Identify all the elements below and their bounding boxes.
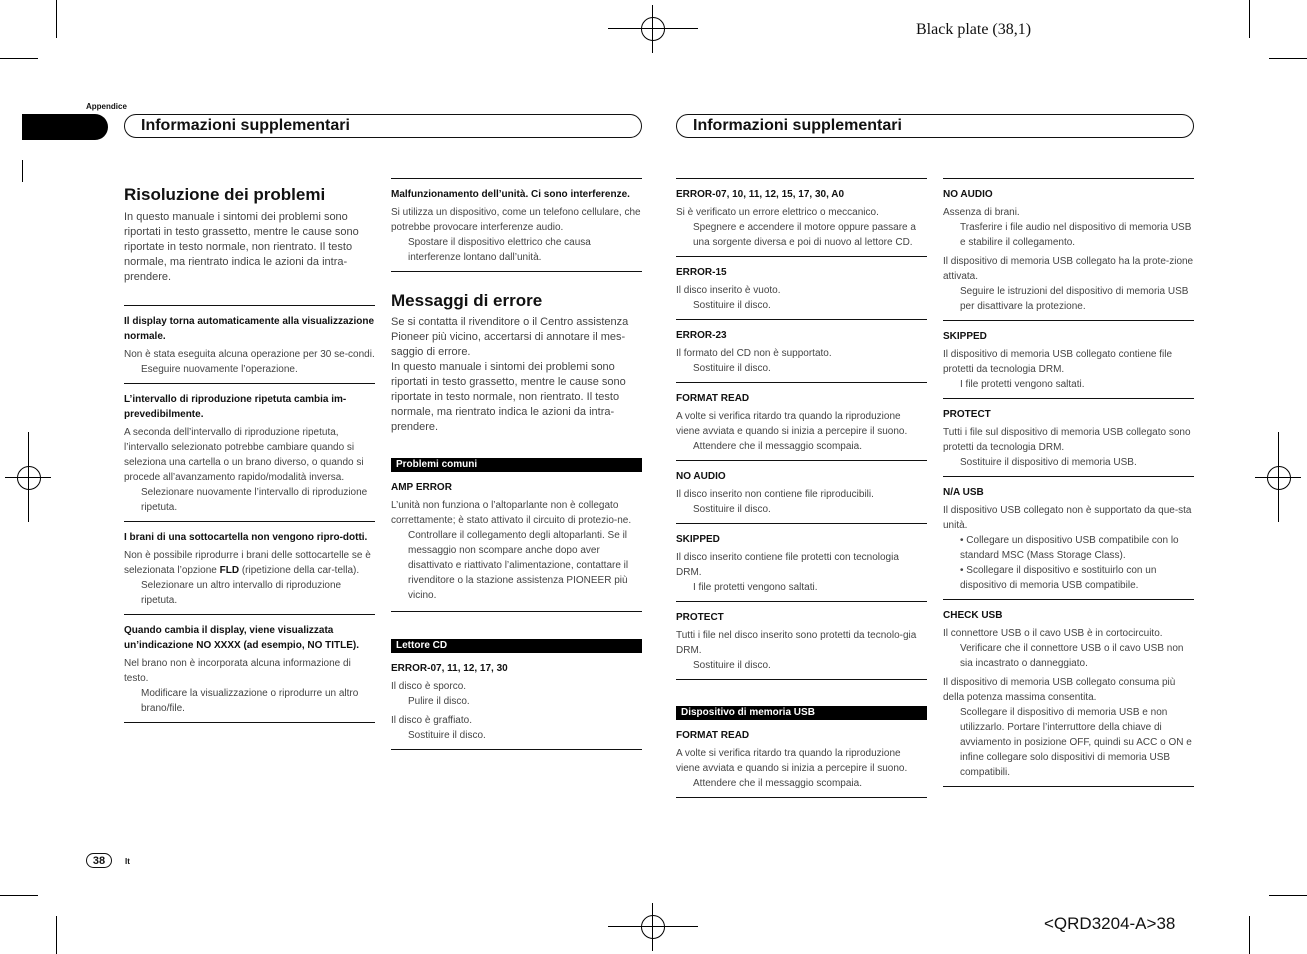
crop-mark <box>1249 0 1250 38</box>
error-action: Sostituire il dispositivo di memoria USB. <box>960 457 1137 468</box>
error-action: Seguire le istruzioni del dispositivo di memoria USB per disattivare la protezione. <box>960 286 1189 312</box>
crop-mark <box>56 916 57 954</box>
problem-action: Selezionare nuovamente l’intervallo di riproduzione ripetuta. <box>141 487 368 513</box>
error-cause: Il disco è graffiato. <box>391 715 472 726</box>
error-item <box>676 256 927 319</box>
problem-item <box>391 178 642 272</box>
problem-item <box>124 614 375 723</box>
error-action: • Collegare un dispositivo USB compatibile con lo standard MSC (Mass Storage Class). <box>960 535 1179 561</box>
error-cause: Il dispositivo di memoria USB collegato consuma più della potenza massima consentita. <box>943 677 1176 703</box>
problem-cause: Non è stata eseguita alcuna operazione per 30 se-condi. <box>124 349 375 360</box>
error-action: Trasferire i file audio nel dispositivo di memoria USB e stabilire il collegamento. <box>960 222 1192 248</box>
error-item <box>676 382 927 460</box>
error-title: N/A USB <box>943 487 984 498</box>
problem-item <box>124 521 375 614</box>
error-title: AMP ERROR <box>391 482 452 493</box>
error-action: I file protetti vengono saltati. <box>960 379 1085 390</box>
error-cause: Tutti i file sul dispositivo di memoria USB collegato sono protetti da tecnologia DRM. <box>943 427 1191 453</box>
error-cause: L’unità non funziona o l’altoparlante non è collegato correttamente; è stato attivato il circuito di protezio-ne. <box>391 500 632 526</box>
crop-mark <box>1269 58 1307 59</box>
crop-mark <box>1269 895 1307 896</box>
error-action: Sostituire il disco. <box>693 660 771 671</box>
error-cause: Il disco è sporco. <box>391 681 467 692</box>
error-item <box>676 601 927 680</box>
error-item <box>676 720 927 798</box>
error-cause: Assenza di brani. <box>943 207 1020 218</box>
error-item <box>676 460 927 523</box>
subsection-bar-usb: Dispositivo di memoria USB <box>676 706 927 720</box>
error-action: Attendere che il messaggio scompaia. <box>693 778 862 789</box>
error-action: Controllare il collegamento degli altoparlanti. Se il messaggio non scompare anche dopo aver disattivato e riattivato l’alimentazione, contattare il rivenditore o la stazione assistenza PIONEER più vicino. <box>408 530 629 601</box>
problem-title: Il display torna automaticamente alla visualizzazione normale. <box>124 316 375 342</box>
error-title: PROTECT <box>943 409 991 420</box>
problem-cause: Non è possibile riprodurre i brani delle sottocartelle se è selezionata l’opzione FLD (ripetizione della car-tella). <box>124 550 371 576</box>
error-title: CHECK USB <box>943 610 1003 621</box>
plate-label: Black plate (38,1) <box>916 21 1032 38</box>
appendice-label: Appendice <box>86 102 127 111</box>
section-tab <box>22 114 108 140</box>
fld-option: FLD <box>219 565 240 576</box>
column-troubleshooting <box>124 184 375 723</box>
error-item <box>391 653 642 750</box>
intro-text-2: In questo manuale i sintomi dei problemi sono riportati in testo grassetto, mentre le cause sono riportate in testo normale, non rientrato. Il testo normale, ma rientrato indica le azioni da intra-prendere. <box>391 361 626 433</box>
error-action: Sostituire il disco. <box>408 730 486 741</box>
heading-error-messages: Messaggi di errore <box>391 291 543 310</box>
crop-mark <box>0 895 38 896</box>
heading-troubleshooting: Risoluzione dei problemi <box>124 185 326 204</box>
error-action: Scollegare il dispositivo di memoria USB e non utilizzarlo. Portare l’interruttore della chiave di avviamento in posizione OFF, quindi su ACC o ON e infine collegare solo dispositivi di memoria USB compatibili. <box>960 707 1192 778</box>
error-title: ERROR-07, 10, 11, 12, 15, 17, 30, A0 <box>676 189 845 200</box>
error-action: • Scollegare il dispositivo e sostituirlo con un dispositivo di memoria USB compatibile. <box>960 565 1157 591</box>
problem-item <box>124 383 375 521</box>
crop-mark <box>0 58 38 59</box>
error-action: Sostituire il disco. <box>693 504 771 515</box>
error-item <box>943 599 1194 787</box>
error-item <box>943 320 1194 398</box>
error-action: Sostituire il disco. <box>693 363 771 374</box>
error-action: Verificare che il connettore USB o il cavo USB non sia incastrato o danneggiato. <box>960 643 1184 669</box>
section-title-right: Informazioni supplementari <box>676 114 1194 138</box>
problem-item <box>124 305 375 383</box>
error-action: Pulire il disco. <box>408 696 470 707</box>
error-cause: A volte si verifica ritardo tra quando la riproduzione viene avviata e quando si inizia a percepire il suono. <box>676 748 908 774</box>
error-cause: Il formato del CD non è supportato. <box>676 348 832 359</box>
error-item <box>943 398 1194 476</box>
column-usb-errors <box>943 178 1194 787</box>
problem-action: Selezionare un altro intervallo di riproduzione ripetuta. <box>141 580 342 606</box>
crop-mark <box>22 160 23 182</box>
error-item <box>676 178 927 256</box>
problem-title: L’intervallo di riproduzione ripetuta cambia im-prevedibilmente. <box>124 394 347 420</box>
error-title: FORMAT READ <box>676 393 750 404</box>
error-action: I file protetti vengono saltati. <box>693 582 818 593</box>
problem-action: Spostare il dispositivo elettrico che causa interferenze lontano dall’unità. <box>408 237 591 263</box>
error-cause: Il disco inserito è vuoto. <box>676 285 781 296</box>
problem-cause: Si utilizza un dispositivo, come un telefono cellulare, che potrebbe provocare interferenze audio. <box>391 207 641 233</box>
problem-cause: A seconda dell’intervallo di riproduzione ripetuta, l’intervallo selezionato potrebbe cambiare quando si seleziona una cartella o un brano diverso, o quando si procede all’avanzamento rapido/modalità inversa. <box>124 427 364 483</box>
error-item <box>676 319 927 382</box>
error-title: SKIPPED <box>943 331 987 342</box>
error-cause: A volte si verifica ritardo tra quando la riproduzione viene avviata e quando si inizia a percepire il suono. <box>676 411 908 437</box>
problem-title: Quando cambia il display, viene visualizzata un’indicazione NO XXXX (ad esempio, NO TITLE). <box>124 625 360 651</box>
error-action: Attendere che il messaggio scompaia. <box>693 441 862 452</box>
error-cause: Il disco inserito contiene file protetti con tecnologia DRM. <box>676 552 899 578</box>
error-title: NO AUDIO <box>943 189 993 200</box>
error-cause: Il connettore USB o il cavo USB è in cortocircuito. <box>943 628 1163 639</box>
column-cd-errors <box>676 178 927 798</box>
error-cause: Tutti i file nel disco inserito sono protetti da tecnolo-gia DRM. <box>676 630 917 656</box>
problem-cause: Nel brano non è incorporata alcuna informazione di testo. <box>124 658 351 684</box>
subsection-bar-common: Problemi comuni <box>391 458 642 472</box>
intro-text: Se si contatta il rivenditore o il Centro assistenza Pioneer più vicino, accertarsi di annotare il mes-saggio di errore. <box>391 316 629 358</box>
section-title-left: Informazioni supplementari <box>124 114 642 138</box>
error-cause: Il dispositivo di memoria USB collegato contiene file protetti da tecnologia DRM. <box>943 349 1172 375</box>
crop-mark <box>1249 916 1250 954</box>
document-code: <QRD3204-A>38 <box>1044 914 1176 933</box>
error-item <box>943 476 1194 599</box>
error-action: Sostituire il disco. <box>693 300 771 311</box>
error-title: PROTECT <box>676 612 724 623</box>
column-error-messages <box>391 178 642 750</box>
problem-action: Eseguire nuovamente l’operazione. <box>141 364 298 375</box>
error-cause: Il dispositivo USB collegato non è supportato da que-sta unità. <box>943 505 1192 531</box>
error-title: NO AUDIO <box>676 471 726 482</box>
page-number: 38 <box>86 853 112 868</box>
error-cause: Si è verificato un errore elettrico o meccanico. <box>676 207 879 218</box>
error-item <box>391 472 642 611</box>
problem-title: Malfunzionamento dell’unità. Ci sono interferenze. <box>391 189 630 200</box>
error-title: ERROR-07, 11, 12, 17, 30 <box>391 663 508 674</box>
error-title: SKIPPED <box>676 534 720 545</box>
error-action: Spegnere e accendere il motore oppure passare a una sorgente diversa e poi di nuovo al lettore CD. <box>693 222 916 248</box>
error-title: ERROR-15 <box>676 267 727 278</box>
crop-mark <box>56 0 57 38</box>
error-cause: Il disco inserito non contiene file riproducibili. <box>676 489 874 500</box>
language-label: It <box>125 857 130 866</box>
error-title: FORMAT READ <box>676 730 750 741</box>
problem-action: Modificare la visualizzazione o riprodurre un altro brano/file. <box>141 688 359 714</box>
error-title: ERROR-23 <box>676 330 727 341</box>
error-item <box>676 523 927 601</box>
subsection-bar-cd: Lettore CD <box>391 639 642 653</box>
error-cause: Il dispositivo di memoria USB collegato ha la prote-zione attivata. <box>943 256 1194 282</box>
intro-text: In questo manuale i sintomi dei problemi sono riportati in testo grassetto, mentre le cause sono riportate in testo normale, non rientrato. Il testo normale, ma rientrato indica le azioni da intra-prendere. <box>124 211 359 283</box>
error-item <box>943 178 1194 320</box>
problem-title: I brani di una sottocartella non vengono ripro-dotti. <box>124 532 368 543</box>
